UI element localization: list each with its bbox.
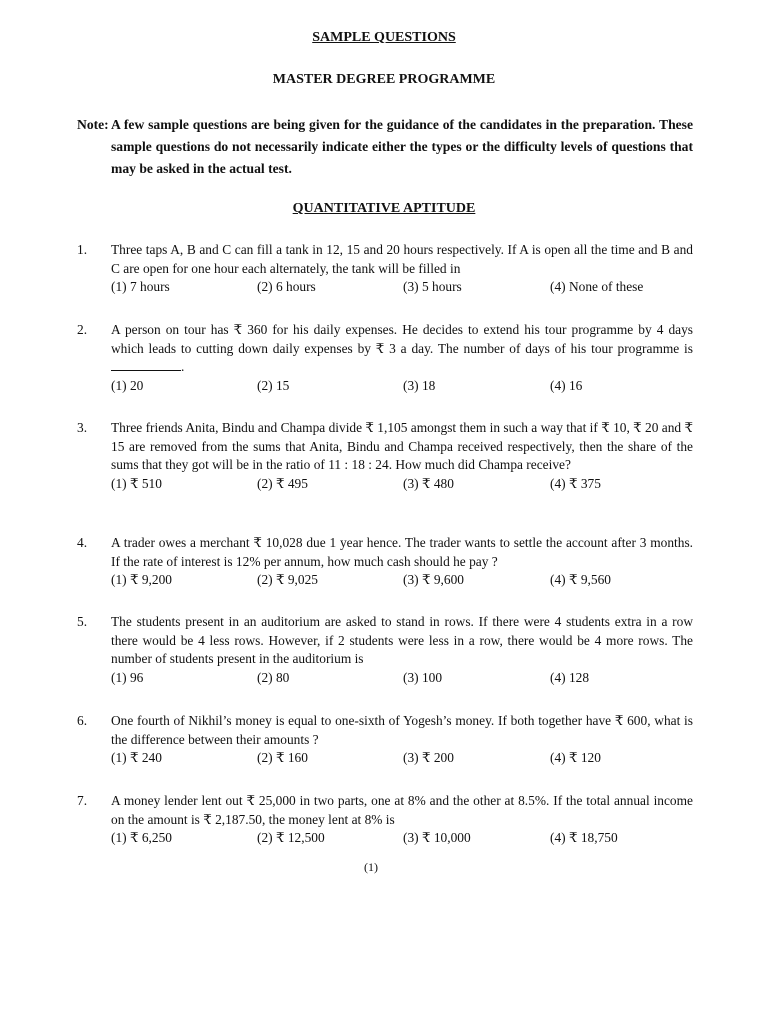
- question-text: Three taps A, B and C can fill a tank in 12, 15 and 20 hours respectively. If A is open all the time and B and C are open for one hour each alternately, the tank will be filled in: [111, 242, 693, 276]
- option-2: (2) 80: [257, 669, 290, 685]
- option-list: [111, 377, 693, 396]
- answer-blank: [111, 358, 181, 371]
- note-block: [77, 114, 693, 180]
- question-number: 7.: [77, 793, 88, 808]
- question-text: A money lender lent out ₹ 25,000 in two parts, one at 8% and the other at 8.5%. If the total annual income on the amount is ₹ 2,187.50, the money lent at 8% is: [111, 793, 693, 827]
- option-1: (1) ₹ 510: [111, 475, 162, 491]
- question-5: [77, 613, 693, 688]
- question-text: One fourth of Nikhil’s money is equal to one-sixth of Yogesh’s money. If both together have ₹ 600, what is the difference between their amounts ?: [111, 713, 693, 747]
- section-title: QUANTITATIVE APTITUDE: [292, 201, 476, 216]
- option-4: (4) ₹ 120: [550, 750, 601, 765]
- option-3: (3) 5 hours: [403, 279, 462, 294]
- option-2: (2) ₹ 9,025: [257, 572, 318, 587]
- option-3: (3) 100: [403, 669, 443, 685]
- option-1: (1) ₹ 240: [111, 750, 162, 765]
- option-2: (2) 15: [257, 377, 290, 393]
- question-text: A person on tour has ₹ 360 for his daily expenses. He decides to extend his tour programme by 4 days which leads to cutting down daily expenses by ₹ 3 a day. The number of days of his tour programme is.: [111, 322, 693, 374]
- question-text: The students present in an auditorium are asked to stand in rows. If there were 4 students extra in a row there would be 4 less rows. However, if 2 students were less in a row, there would be 4 more rows. The number of students present in the auditorium is: [111, 614, 693, 666]
- option-list: [111, 829, 693, 848]
- question-2: [77, 321, 693, 396]
- question-number: 5.: [77, 614, 88, 629]
- option-3: (3) ₹ 9,600: [403, 572, 464, 587]
- option-list: [111, 669, 693, 688]
- option-list: [111, 278, 693, 297]
- question-number: 3.: [77, 420, 88, 435]
- option-3: (3) ₹ 200: [403, 750, 454, 765]
- option-1: (1) 20: [111, 377, 144, 393]
- question-number: 1.: [77, 242, 88, 257]
- question-6: [77, 712, 693, 768]
- option-1: (1) 96: [111, 669, 144, 685]
- page-number: (1): [364, 860, 378, 874]
- option-4: (4) ₹ 18,750: [550, 830, 618, 845]
- option-3: (3) ₹ 10,000: [403, 830, 471, 845]
- question-1: [77, 241, 693, 297]
- option-list: [111, 749, 693, 768]
- question-7: [77, 792, 693, 848]
- option-4: (4) ₹ 375: [550, 475, 601, 491]
- note-text: A few sample questions are being given for the guidance of the candidates in the preparation. These sample questions do not necessarily indicate either the types or the difficulty levels of questions that may be asked in the actual test.: [111, 117, 693, 176]
- note-label: Note:: [77, 117, 109, 132]
- option-1: (1) ₹ 9,200: [111, 572, 172, 587]
- question-number: 2.: [77, 322, 88, 337]
- question-text: A trader owes a merchant ₹ 10,028 due 1 year hence. The trader wants to settle the account after 3 months. If the rate of interest is 12% per annum, how much cash should he pay ?: [111, 535, 693, 569]
- option-2: (2) 6 hours: [257, 279, 316, 294]
- programme-title: MASTER DEGREE PROGRAMME: [272, 72, 496, 87]
- option-3: (3) 18: [403, 377, 436, 393]
- option-1: (1) ₹ 6,250: [111, 830, 172, 845]
- question-3: [77, 419, 693, 494]
- option-4: (4) ₹ 9,560: [550, 572, 611, 587]
- option-1: (1) 7 hours: [111, 279, 170, 294]
- option-2: (2) ₹ 160: [257, 750, 308, 765]
- question-4: [77, 534, 693, 590]
- option-4: (4) 128: [550, 669, 590, 685]
- question-number: 6.: [77, 713, 88, 728]
- question-text: Three friends Anita, Bindu and Champa divide ₹ 1,105 amongst them in such a way that if ₹ 10, ₹ 20 and ₹ 15 are removed from the sums that Anita, Bindu and Champa received respectively, then the share of the sums that they got will be in the ratio of 11 : 18 : 24. How much did Champa receive?: [111, 420, 693, 472]
- option-4: (4) None of these: [550, 279, 644, 294]
- page-title: SAMPLE QUESTIONS: [312, 30, 456, 45]
- option-3: (3) ₹ 480: [403, 475, 454, 491]
- question-number: 4.: [77, 535, 88, 550]
- option-list: [111, 475, 693, 494]
- option-4: (4) 16: [550, 377, 583, 393]
- option-2: (2) ₹ 495: [257, 475, 308, 491]
- option-2: (2) ₹ 12,500: [257, 830, 325, 845]
- option-list: [111, 571, 693, 590]
